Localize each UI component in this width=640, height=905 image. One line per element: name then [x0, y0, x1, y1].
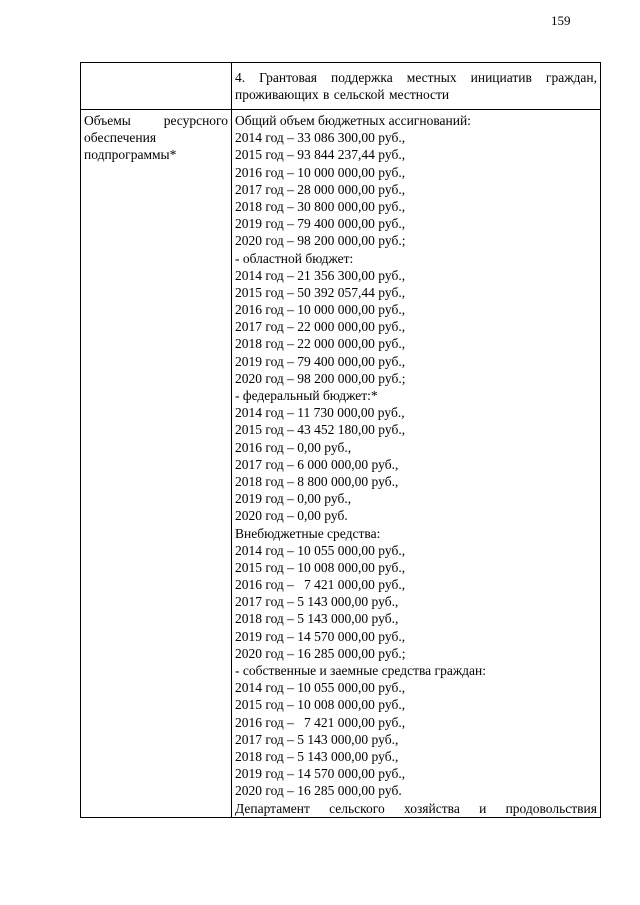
list-item: 2016 год – 7 421 000,00 руб., [235, 577, 406, 593]
label-line-1 [84, 112, 228, 129]
list-item: 2016 год – 7 421 000,00 руб., [235, 714, 406, 730]
list-item: 2014 год – 33 086 300,00 руб., [235, 130, 406, 146]
subprogram-title-cell: 4. Грантовая поддержка местных инициатив граждан, проживающих в сельской местности [232, 63, 601, 110]
list-item: 2016 год – 0,00 руб., [235, 439, 352, 455]
list-item: - областной бюджет: [235, 250, 354, 266]
list-item: 2014 год – 10 055 000,00 руб., [235, 542, 406, 558]
list-item: 2015 год – 10 008 000,00 руб., [235, 559, 406, 575]
budget-lines-list [235, 112, 597, 800]
list-item: 2017 год – 6 000 000,00 руб., [235, 456, 399, 472]
list-item: 2019 год – 14 570 000,00 руб., [235, 628, 406, 644]
resources-label-cell [81, 110, 232, 818]
subprogram-passport-table [80, 62, 601, 818]
list-item: 2015 год – 43 452 180,00 руб., [235, 422, 406, 438]
list-item: Общий объем бюджетных ассигнований: [235, 113, 471, 128]
label-line-2: обеспечения [84, 130, 157, 146]
list-item: 2020 год – 16 285 000,00 руб. [235, 783, 402, 799]
list-item: 2014 год – 11 730 000,00 руб., [235, 405, 405, 421]
list-item: 2018 год – 30 800 000,00 руб., [235, 198, 406, 214]
list-item: 2016 год – 10 000 000,00 руб., [235, 164, 406, 180]
list-item: 2018 год – 5 143 000,00 руб., [235, 611, 399, 627]
list-item: 2019 год – 14 570 000,00 руб., [235, 766, 406, 782]
list-item: - федеральный бюджет:* [235, 388, 378, 403]
list-item: 2014 год – 21 356 300,00 руб., [235, 267, 406, 283]
list-item: 2015 год – 50 392 057,44 руб., [235, 284, 406, 300]
department-word: хозяйства [403, 800, 460, 816]
list-item: 2018 год – 5 143 000,00 руб., [235, 748, 399, 764]
list-item: 2018 год – 8 800 000,00 руб., [235, 473, 399, 489]
department-word: сельского [329, 800, 385, 816]
list-item: - собственные и заемные средства граждан: [235, 663, 486, 678]
list-item: 2019 год – 0,00 руб., [235, 491, 352, 507]
list-item: 2019 год – 79 400 000,00 руб., [235, 216, 406, 232]
list-item: 2016 год – 10 000 000,00 руб., [235, 302, 406, 318]
list-item: 2017 год – 5 143 000,00 руб., [235, 594, 399, 610]
department-line [235, 800, 597, 817]
label-word-2: ресурсного [163, 113, 228, 128]
list-item: 2015 год – 93 844 237,44 руб., [235, 147, 406, 163]
label-word-1: Объемы [84, 113, 131, 128]
table-row-resources [81, 110, 601, 818]
list-item: 2015 год – 10 008 000,00 руб., [235, 697, 406, 713]
table-row-header [81, 63, 601, 110]
list-item: 2014 год – 10 055 000,00 руб., [235, 680, 406, 696]
list-item: 2020 год – 98 200 000,00 руб.; [235, 370, 406, 386]
list-item: Внебюджетные средства: [235, 525, 381, 541]
list-item: 2019 год – 79 400 000,00 руб., [235, 353, 406, 369]
list-item: 2017 год – 22 000 000,00 руб., [235, 319, 406, 335]
list-item: 2017 год – 28 000 000,00 руб., [235, 181, 406, 197]
list-item: 2020 год – 16 285 000,00 руб.; [235, 645, 406, 661]
list-item: 2018 год – 22 000 000,00 руб., [235, 336, 406, 352]
department-word: Департамент [235, 800, 310, 816]
list-item: 2017 год – 5 143 000,00 руб., [235, 731, 399, 747]
resources-value-cell [232, 110, 601, 818]
department-word: и [479, 800, 487, 816]
empty-label-cell [81, 63, 232, 110]
page-number: 159 [551, 13, 571, 28]
list-item: 2020 год – 0,00 руб. [235, 508, 348, 524]
department-word: продовольствия [505, 800, 597, 816]
label-line-3: подпрограммы* [84, 147, 177, 163]
list-item: 2020 год – 98 200 000,00 руб.; [235, 233, 406, 249]
